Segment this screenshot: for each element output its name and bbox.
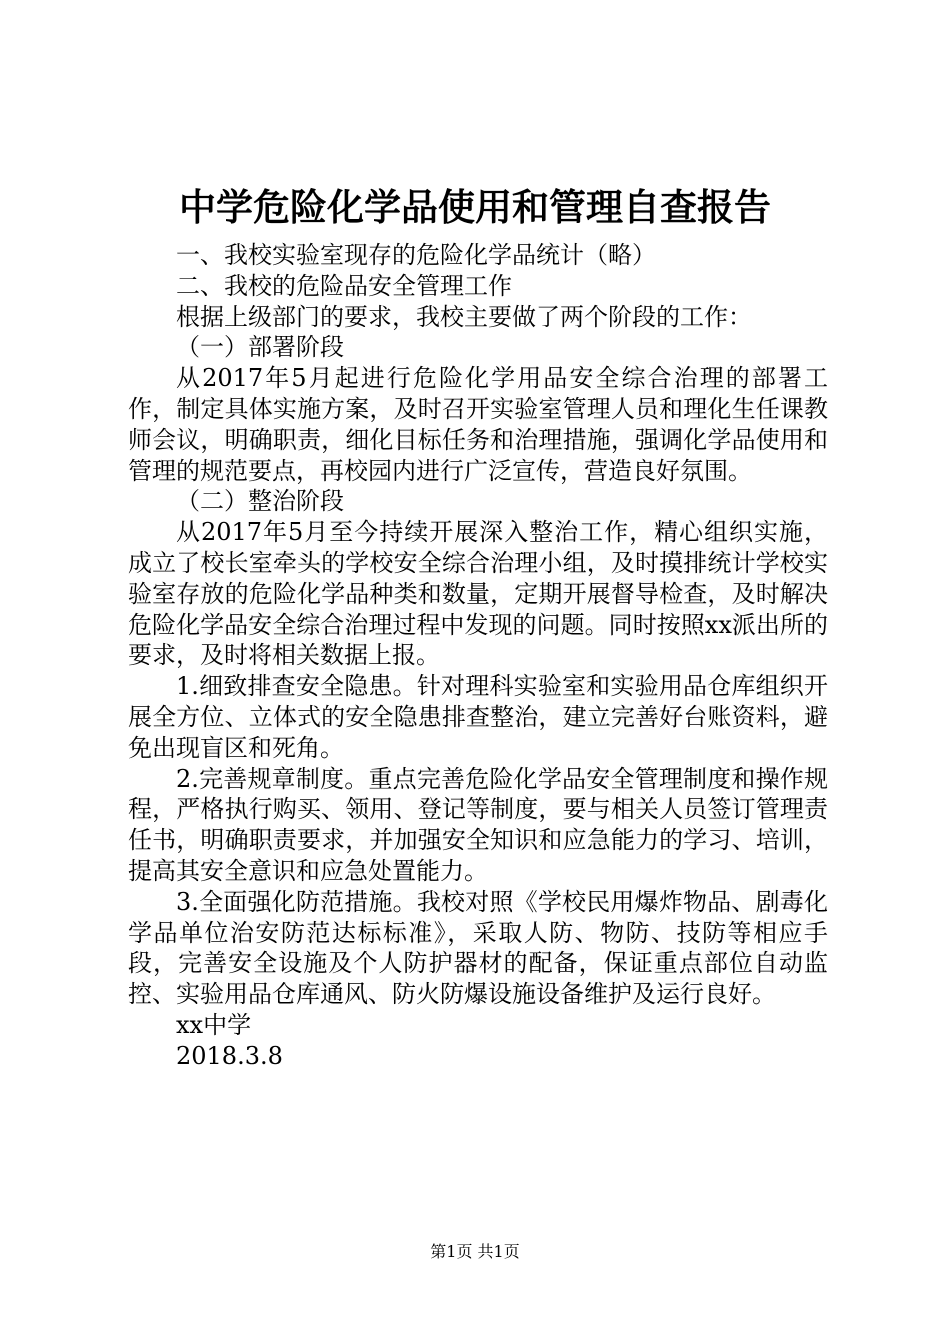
intro-paragraph: 根据上级部门的要求，我校主要做了两个阶段的工作： xyxy=(176,302,752,331)
section-heading-inventory: 一、我校实验室现存的危险化学品统计（略） xyxy=(176,241,656,269)
measure-item-3: 3.全面强化防范措施。我校对照《学校民用爆炸物品、剧毒化学品单位治安防范达标标准》，采取人防、物防、技防等相应手段，完善安全设施及个人防护器材的配备，保证重点部位自动监控、实验用品仓库通风、防火防爆设施设备维护及运行良好。 xyxy=(128,887,828,1009)
document-title: 中学危险化学品使用和管理自查报告 xyxy=(179,185,771,229)
signature-school: xx中学 xyxy=(176,1010,252,1039)
measure-item-2: 2.完善规章制度。重点完善危险化学品安全管理制度和操作规程，严格执行购买、领用、登记等制度，要与相关人员签订管理责任书，明确职责要求，并加强安全知识和应急能力的学习、培训，提高其安全意识和应急处置能力。 xyxy=(128,764,828,885)
section-heading-management: 二、我校的危险品安全管理工作 xyxy=(176,271,512,300)
subsection-heading-deployment: （一）部署阶段 xyxy=(176,333,344,362)
page-number-footer: 第1页 共1页 xyxy=(430,1242,520,1261)
document-body xyxy=(128,240,828,1072)
deployment-paragraph: 从2017年5月起进行危险化学用品安全综合治理的部署工作，制定具体实施方案，及时召开实验室管理人员和理化生任课教师会议，明确职责，细化目标任务和治理措施，强调化学品使用和管理的规范要点，再校园内进行广泛宣传，营造良好氛围。 xyxy=(128,364,828,485)
signature-date: 2018.3.8 xyxy=(176,1041,283,1070)
subsection-heading-rectification: （二）整治阶段 xyxy=(176,487,344,516)
rectification-paragraph: 从2017年5月至今持续开展深入整治工作，精心组织实施，成立了校长室牵头的学校安全综合治理小组，及时摸排统计学校实验室存放的危险化学品种类和数量，定期开展督导检查，及时解决危险化学品安全综合治理过程中发现的问题。同时按照xx派出所的要求，及时将相关数据上报。 xyxy=(128,518,828,670)
measure-item-1: 1.细致排查安全隐患。针对理科实验室和实验用品仓库组织开展全方位、立体式的安全隐患排查整治，建立完善好台账资料，避免出现盲区和死角。 xyxy=(128,672,828,762)
